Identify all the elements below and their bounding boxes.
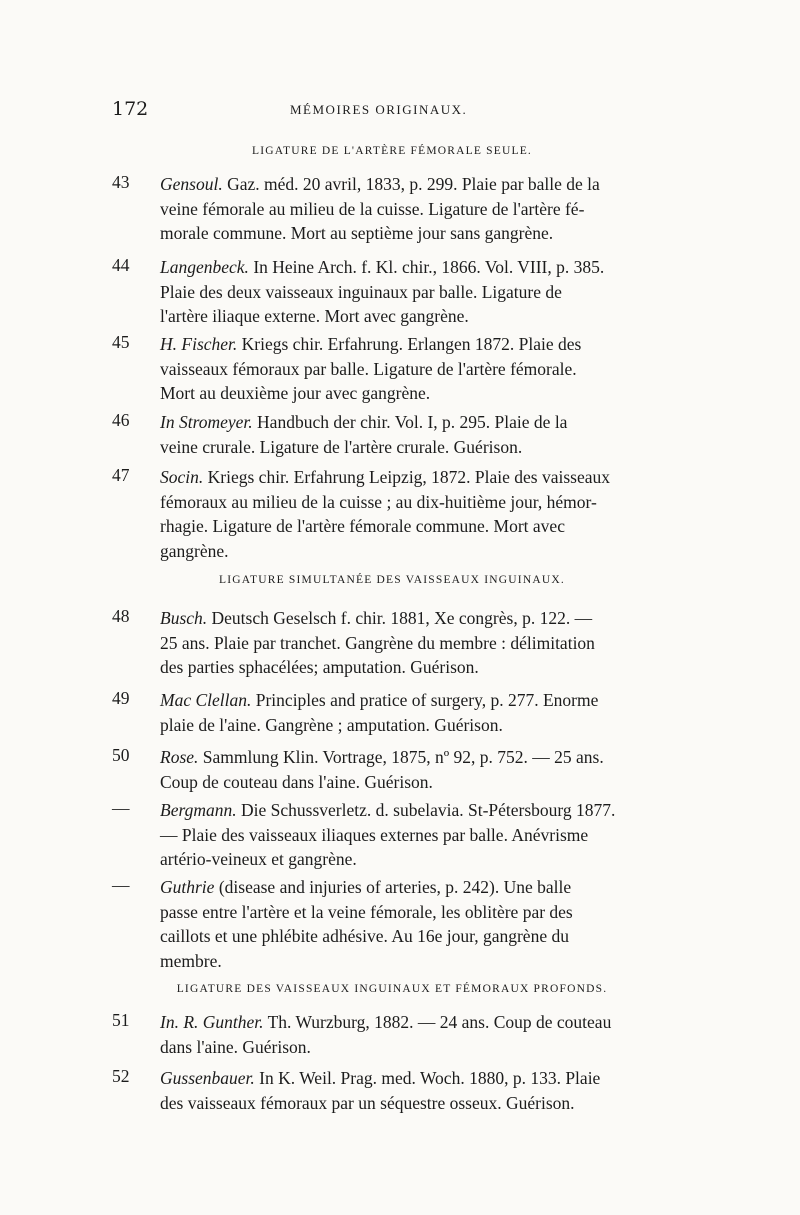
- entry-number: 52: [112, 1066, 130, 1086]
- entry: [112, 1010, 682, 1059]
- entry-author: Guthrie: [160, 877, 215, 897]
- entry: [112, 875, 682, 973]
- entry-line: Coup de couteau dans l'aine. Guérison.: [160, 771, 433, 792]
- entry-line: rhagie. Ligature de l'artère fémorale commune. Mort avec: [160, 516, 565, 536]
- entry-author: In. R. Gunther.: [160, 1012, 264, 1032]
- entry-text: [160, 332, 682, 406]
- entry-text: [160, 1066, 682, 1115]
- section-heading: LIGATURE DE L'ARTÈRE FÉMORALE SEULE.: [252, 145, 532, 157]
- entry-line: Guthrie (disease and injuries of arteries, p. 242). Une balle: [160, 877, 572, 897]
- entry: [112, 465, 682, 563]
- entry-line: membre.: [160, 950, 222, 971]
- section-heading: LIGATURE DES VAISSEAUX INGUINAUX ET FÉMORAUX PROFONDS.: [176, 983, 608, 995]
- entry-text: [160, 875, 682, 973]
- entry: [112, 745, 682, 794]
- entry-line: In. R. Gunther. Th. Wurzburg, 1882. — 24 ans. Coup de couteau: [160, 1012, 612, 1032]
- entry-line: veine crurale. Ligature de l'artère crurale. Guérison.: [160, 436, 523, 457]
- entry-number: 50: [112, 745, 130, 765]
- entry-line: Mac Clellan. Principles and pratice of surgery, p. 277. Enorme: [160, 690, 599, 710]
- entry-number: 51: [112, 1010, 130, 1030]
- entry-line: Busch. Deutsch Geselsch f. chir. 1881, Xe congrès, p. 122. —: [160, 608, 593, 628]
- entry-text: [160, 255, 682, 329]
- page-number: 172: [112, 98, 149, 120]
- entry-line: des parties sphacélées; amputation. Guérison.: [160, 657, 479, 677]
- entry: [112, 332, 682, 406]
- entry-author: Mac Clellan.: [160, 690, 252, 710]
- entry-text: [160, 688, 682, 737]
- entry-line: fémoraux au milieu de la cuisse ; au dix-huitième jour, hémor-: [160, 491, 597, 512]
- entry-text: [160, 410, 682, 459]
- entry-author: Bergmann.: [160, 800, 237, 820]
- entry: [112, 1066, 682, 1115]
- entry-line: l'artère iliaque externe. Mort avec gangrène.: [160, 306, 469, 326]
- entry: [112, 255, 682, 329]
- entry-line: morale commune. Mort au septième jour sans gangrène.: [160, 223, 554, 243]
- running-head: [112, 98, 672, 122]
- entry-number: 49: [112, 688, 130, 708]
- entry-line: 25 ans. Plaie par tranchet. Gangrène du membre : délimitation: [160, 632, 595, 653]
- entry-line: gangrène.: [160, 540, 229, 561]
- entry-line: caillots et une phlébite adhésive. Au 16e jour, gangrène du: [160, 926, 569, 946]
- entry-line: In Stromeyer. Handbuch der chir. Vol. I, p. 295. Plaie de la: [160, 412, 568, 432]
- entry-number: 44: [112, 255, 130, 275]
- entry-line: Bergmann. Die Schussverletz. d. subelavia. St-Pétersbourg 1877.: [160, 800, 616, 820]
- entry-author: Gensoul.: [160, 174, 223, 194]
- entry-author: Socin.: [160, 467, 204, 487]
- entry-text: [160, 745, 682, 794]
- entry: [112, 798, 682, 872]
- entry-author: In Stromeyer.: [160, 412, 253, 432]
- entry-line: Rose. Sammlung Klin. Vortrage, 1875, nº 92, p. 752. — 25 ans.: [160, 747, 604, 767]
- entry-line: — Plaie des vaisseaux iliaques externes par balle. Anévrisme: [160, 824, 589, 845]
- entry-text: [160, 1010, 682, 1059]
- entry-line: Gensoul. Gaz. méd. 20 avril, 1833, p. 299. Plaie par balle de la: [160, 174, 600, 194]
- entry-number: 46: [112, 410, 130, 430]
- entry-number: 48: [112, 606, 130, 626]
- entry-line: des vaisseaux fémoraux par un séquestre osseux. Guérison.: [160, 1092, 575, 1113]
- entry-line: Plaie des deux vaisseaux inguinaux par balle. Ligature de: [160, 281, 562, 302]
- entry-line: veine fémorale au milieu de la cuisse. Ligature de l'artère fé-: [160, 198, 585, 219]
- entry-line: Gussenbauer. In K. Weil. Prag. med. Woch. 1880, p. 133. Plaie: [160, 1068, 601, 1088]
- running-title: MÉMOIRES ORIGINAUX.: [290, 102, 468, 117]
- entry-line: plaie de l'aine. Gangrène ; amputation. Guérison.: [160, 714, 503, 735]
- entry-text: [160, 606, 682, 680]
- entry-author: Gussenbauer.: [160, 1068, 255, 1088]
- entry-number: 47: [112, 465, 130, 485]
- entry-line: Socin. Kriegs chir. Erfahrung Leipzig, 1872. Plaie des vaisseaux: [160, 467, 611, 487]
- entry-line: vaisseaux fémoraux par balle. Ligature de l'artère fémorale.: [160, 358, 577, 379]
- entry-text: [160, 798, 682, 872]
- entry: [112, 688, 682, 737]
- entry-line: passe entre l'artère et la veine fémorale, les oblitère par des: [160, 901, 573, 922]
- entry-line: Mort au deuxième jour avec gangrène.: [160, 383, 431, 403]
- entry-line: Langenbeck. In Heine Arch. f. Kl. chir., 1866. Vol. VIII, p. 385.: [160, 257, 605, 277]
- entry-number: —: [112, 875, 130, 895]
- entry-number: —: [112, 798, 130, 818]
- entry-line: dans l'aine. Guérison.: [160, 1036, 311, 1057]
- entry-text: [160, 465, 682, 563]
- entry-number: 45: [112, 332, 130, 352]
- entry-author: Busch.: [160, 608, 208, 628]
- entry: [112, 410, 682, 459]
- entry-author: Langenbeck.: [160, 257, 249, 277]
- entry-text: [160, 172, 682, 246]
- entry-line: artério-veineux et gangrène.: [160, 849, 357, 869]
- entry-author: H. Fischer.: [160, 334, 238, 354]
- entry-line: H. Fischer. Kriegs chir. Erfahrung. Erlangen 1872. Plaie des: [160, 334, 582, 354]
- entry-number: 43: [112, 172, 130, 192]
- entry-author: Rose.: [160, 747, 199, 767]
- entry: [112, 606, 682, 680]
- section-heading: LIGATURE SIMULTANÉE DES VAISSEAUX INGUINAUX.: [219, 574, 565, 586]
- entry: [112, 172, 682, 246]
